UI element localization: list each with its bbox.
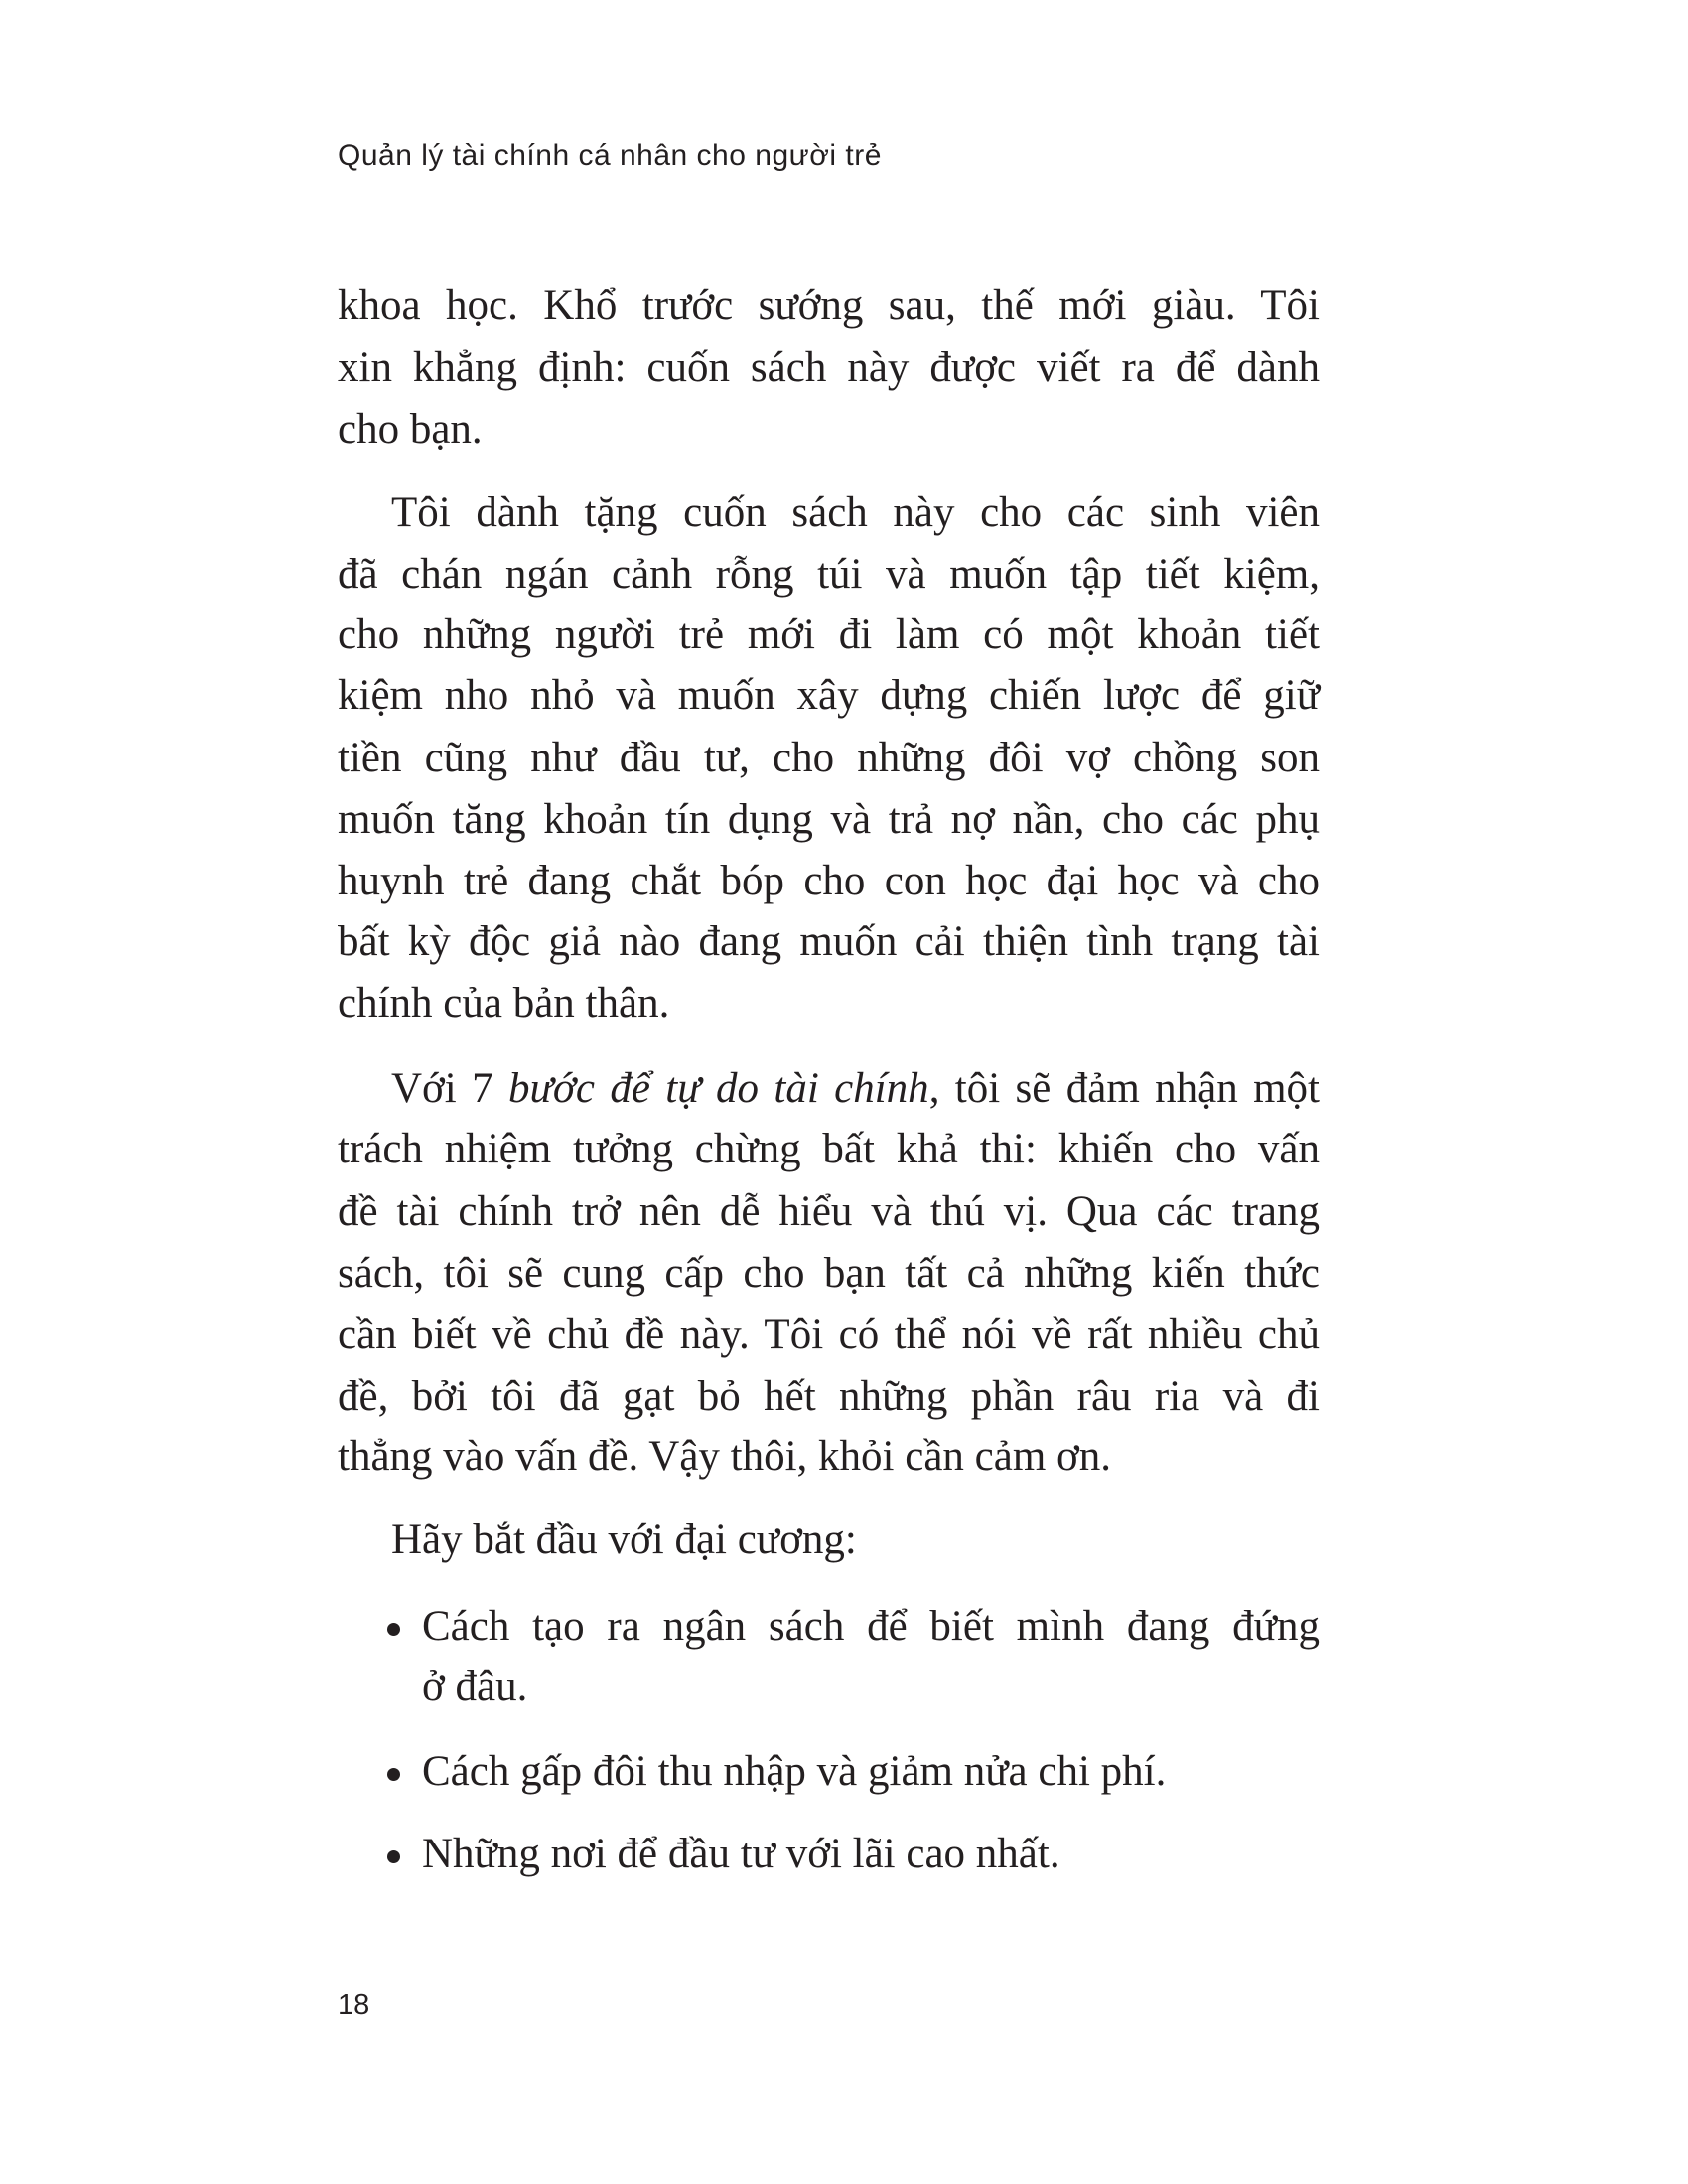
italic-book-title: bước để tự do tài chính (507, 1065, 929, 1112)
bullet-icon (387, 1768, 400, 1781)
text-segment: chính của bản thân. (338, 980, 670, 1026)
text-segment: cần biết về chủ đề này. Tôi có thể nói về rất nhiều chủ (338, 1311, 1320, 1358)
paragraph-3-line (338, 1181, 1320, 1243)
bullet-item-line: ở đâu. (422, 1663, 528, 1709)
text-segment: khoa học. Khổ trước sướng sau, thế mới giàu. Tôi (338, 282, 1320, 329)
bullet-item-line: Cách tạo ra ngân sách để biết mình đang đứng (422, 1603, 1320, 1650)
bullet-item-line: Những nơi để đầu tư với lãi cao nhất. (422, 1831, 1060, 1877)
paragraph-2-line (338, 665, 1320, 727)
text-segment: đề tài chính trở nên dễ hiểu và thú vị. Qua các trang (338, 1188, 1320, 1235)
paragraph-2-line (338, 851, 1320, 912)
paragraph-2-line (338, 911, 1320, 973)
text-segment: xin khẳng định: cuốn sách này được viết ra để dành (338, 344, 1320, 391)
text-segment: Với 7 (391, 1065, 508, 1112)
text-segment: huynh trẻ đang chắt bóp cho con học đại học và cho (338, 858, 1320, 904)
text-segment: sách, tôi sẽ cung cấp cho bạn tất cả những kiến thức (338, 1250, 1320, 1297)
bullet-item-line: Cách gấp đôi thu nhập và giảm nửa chi phí. (422, 1748, 1167, 1795)
bullet-icon (387, 1850, 400, 1863)
text-segment: kiệm nho nhỏ và muốn xây dựng chiến lược để giữ (338, 672, 1320, 719)
page-number: 18 (338, 1989, 370, 2021)
paragraph-3-line (391, 1058, 1320, 1120)
paragraph-3-line (338, 1119, 1320, 1180)
paragraph-2-line (391, 482, 1320, 544)
paragraph-2-line (338, 789, 1320, 851)
paragraph-1-line (338, 275, 1320, 337)
paragraph-2-line (338, 973, 1320, 1034)
text-segment: Tôi dành tặng cuốn sách này cho các sinh viên (391, 489, 1320, 536)
text-segment: đã chán ngán cảnh rỗng túi và muốn tập tiết kiệm, (338, 551, 1320, 598)
paragraph-2-line (338, 605, 1320, 666)
running-header: Quản lý tài chính cá nhân cho người trẻ (338, 139, 882, 172)
text-segment: thẳng vào vấn đề. Vậy thôi, khỏi cần cảm ơn. (338, 1433, 1112, 1480)
text-segment: trách nhiệm tưởng chừng bất khả thi: khiến cho vấn (338, 1126, 1320, 1172)
paragraph-1-line (338, 399, 1320, 461)
text-segment: đề, bởi tôi đã gạt bỏ hết những phần râu ria và đi (338, 1373, 1320, 1420)
text-segment: , tôi sẽ đảm nhận một (928, 1065, 1320, 1112)
paragraph-2-line (338, 544, 1320, 606)
text-segment: muốn tăng khoản tín dụng và trả nợ nần, cho các phụ (338, 796, 1320, 843)
paragraph-3-line (338, 1304, 1320, 1366)
bullet-icon (387, 1623, 400, 1636)
paragraph-3-line (338, 1366, 1320, 1428)
paragraph-2-line (338, 728, 1320, 789)
text-segment: cho những người trẻ mới đi làm có một khoản tiết (338, 612, 1320, 658)
text-segment: tiền cũng như đầu tư, cho những đôi vợ chồng son (338, 735, 1320, 781)
paragraph-3-line (338, 1427, 1320, 1488)
text-segment: cho bạn. (338, 406, 483, 453)
paragraph-1-line (338, 338, 1320, 399)
paragraph-4-line (391, 1509, 1320, 1570)
text-segment: Hãy bắt đầu với đại cương: (391, 1516, 857, 1563)
paragraph-3-line (338, 1243, 1320, 1304)
text-segment: bất kỳ độc giả nào đang muốn cải thiện tình trạng tài (338, 918, 1320, 965)
